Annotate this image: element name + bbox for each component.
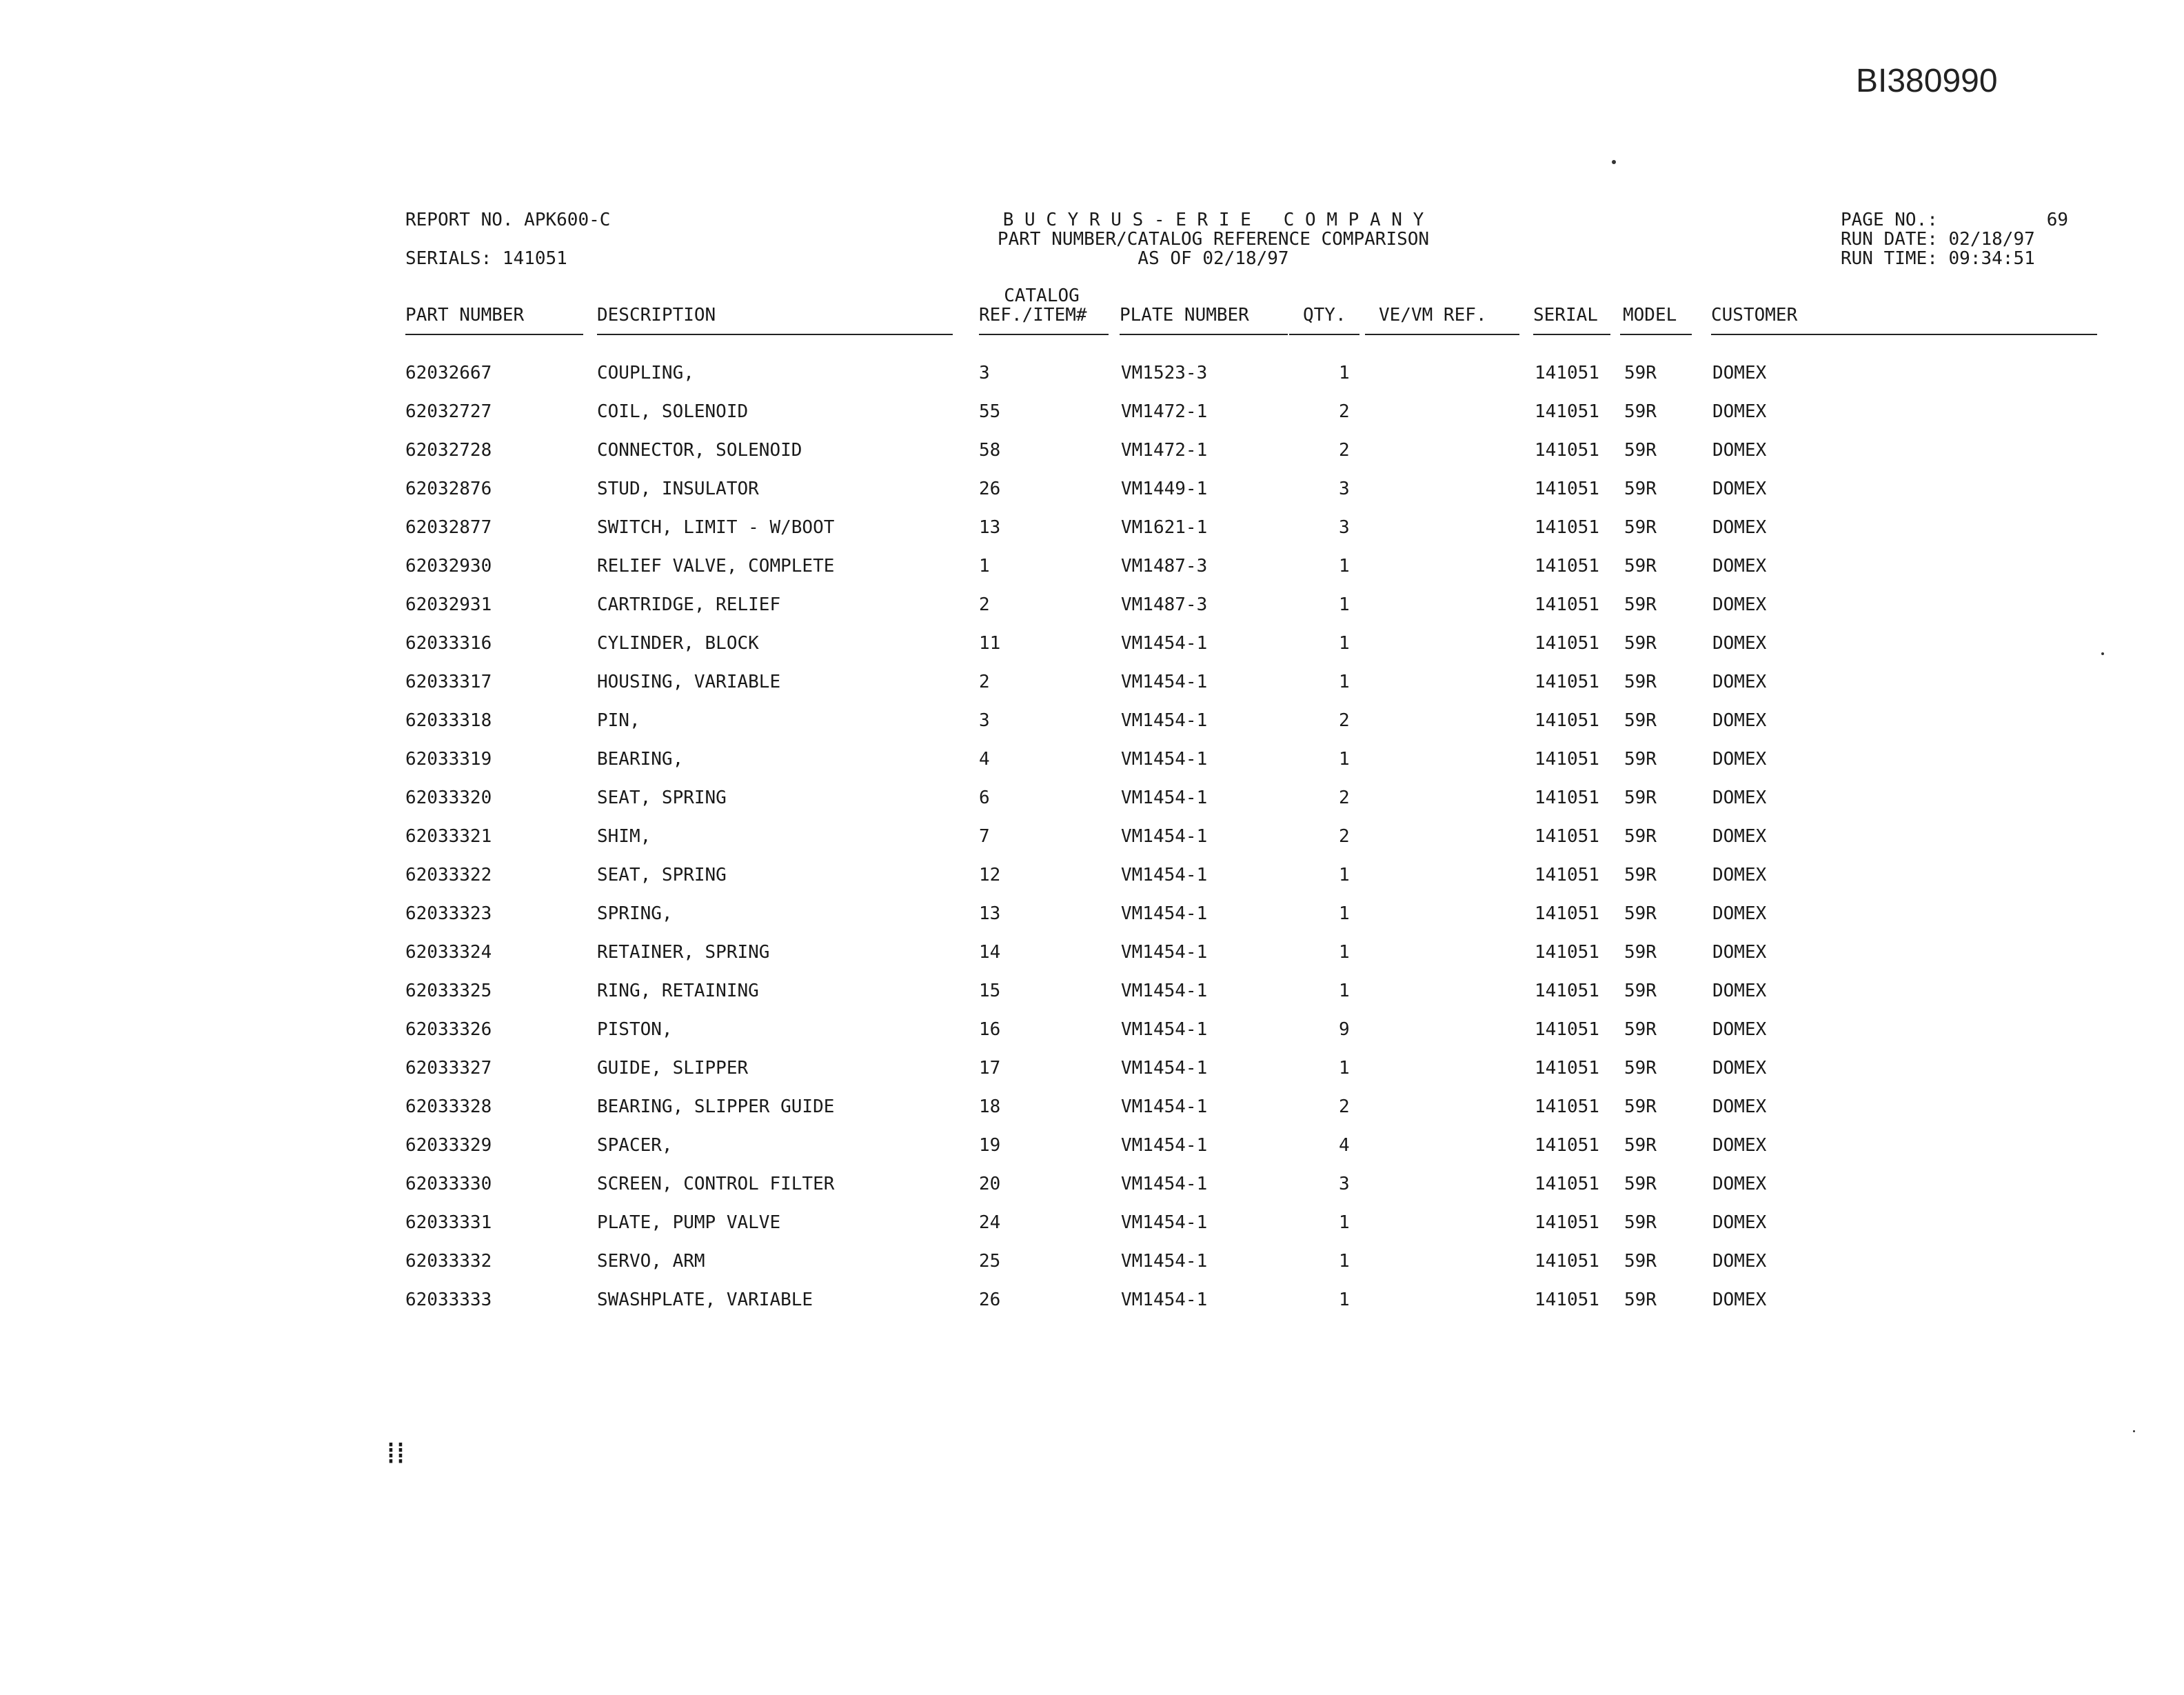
cell-qty: 2 [1339,710,1350,731]
cell-customer: DOMEX [1712,1058,1767,1079]
cell-part-number: 62033327 [405,1058,492,1079]
table-row [0,826,2184,865]
scan-speck [2133,1430,2135,1432]
cell-catalog-ref: 26 [979,1290,1001,1310]
cell-serial: 141051 [1535,788,1599,808]
cell-plate-number: VM1454-1 [1121,788,1208,808]
table-row [0,710,2184,749]
cell-part-number: 62033326 [405,1019,492,1040]
table-row [0,1290,2184,1328]
cell-customer: DOMEX [1712,479,1767,499]
table-row [0,1174,2184,1212]
cell-catalog-ref: 11 [979,633,1001,654]
rule-customer [1711,334,2097,335]
cell-customer: DOMEX [1712,981,1767,1001]
cell-plate-number: VM1454-1 [1121,672,1208,692]
cell-description: RELIEF VALVE, COMPLETE [597,556,835,576]
cell-qty: 1 [1339,556,1350,576]
cell-plate-number: VM1454-1 [1121,865,1208,885]
cell-qty: 2 [1339,440,1350,461]
cell-qty: 1 [1339,363,1350,383]
cell-customer: DOMEX [1712,865,1767,885]
table-row [0,479,2184,517]
cell-description: COIL, SOLENOID [597,401,749,422]
table-row [0,556,2184,594]
cell-part-number: 62033333 [405,1290,492,1310]
cell-description: COUPLING, [597,363,694,383]
cell-part-number: 62033331 [405,1212,492,1233]
cell-customer: DOMEX [1712,942,1767,963]
table-row [0,594,2184,633]
cell-customer: DOMEX [1712,1251,1767,1272]
cell-part-number: 62032876 [405,479,492,499]
col-header-description: DESCRIPTION [597,305,716,325]
cell-serial: 141051 [1535,1096,1599,1117]
cell-part-number: 62032931 [405,594,492,615]
col-header-customer: CUSTOMER [1711,305,1798,325]
page-number-label: PAGE NO.: [1841,210,1938,230]
table-row [0,788,2184,826]
run-time: RUN TIME: 09:34:51 [1841,248,2035,269]
cell-plate-number: VM1454-1 [1121,1290,1208,1310]
cell-serial: 141051 [1535,401,1599,422]
cell-serial: 141051 [1535,942,1599,963]
cell-catalog-ref: 13 [979,903,1001,924]
cell-catalog-ref: 25 [979,1251,1001,1272]
cell-serial: 141051 [1535,1251,1599,1272]
table-row [0,1096,2184,1135]
cell-catalog-ref: 16 [979,1019,1001,1040]
cell-part-number: 62033328 [405,1096,492,1117]
cell-part-number: 62033329 [405,1135,492,1156]
cell-customer: DOMEX [1712,710,1767,731]
cell-plate-number: VM1487-3 [1121,556,1208,576]
cell-plate-number: VM1454-1 [1121,1174,1208,1194]
table-row [0,865,2184,903]
cell-description: SEAT, SPRING [597,865,727,885]
cell-qty: 3 [1339,517,1350,538]
cell-catalog-ref: 26 [979,479,1001,499]
cell-customer: DOMEX [1712,594,1767,615]
cell-serial: 141051 [1535,672,1599,692]
cell-qty: 1 [1339,942,1350,963]
col-header-ve-vm-ref: VE/VM REF. [1379,305,1487,325]
cell-part-number: 62033316 [405,633,492,654]
cell-description: PIN, [597,710,640,731]
cell-catalog-ref: 7 [979,826,990,847]
cell-plate-number: VM1454-1 [1121,1058,1208,1079]
page-number-value: 69 [2046,210,2068,230]
report-serials: SERIALS: 141051 [405,248,567,269]
table-row [0,942,2184,981]
cell-part-number: 62033318 [405,710,492,731]
cell-plate-number: VM1523-3 [1121,363,1208,383]
table-row [0,633,2184,672]
cell-catalog-ref: 6 [979,788,990,808]
cell-part-number: 62033324 [405,942,492,963]
cell-serial: 141051 [1535,517,1599,538]
cell-customer: DOMEX [1712,903,1767,924]
cell-catalog-ref: 2 [979,672,990,692]
cell-description: CARTRIDGE, RELIEF [597,594,781,615]
margin-mark: ⁞⁞ [386,1436,405,1471]
cell-customer: DOMEX [1712,633,1767,654]
cell-plate-number: VM1449-1 [1121,479,1208,499]
cell-catalog-ref: 12 [979,865,1001,885]
cell-description: SPACER, [597,1135,673,1156]
cell-serial: 141051 [1535,479,1599,499]
cell-serial: 141051 [1535,440,1599,461]
table-row [0,1212,2184,1251]
table-row [0,1058,2184,1096]
cell-qty: 2 [1339,401,1350,422]
col-header-plate-number: PLATE NUMBER [1120,305,1249,325]
cell-model: 59R [1624,594,1657,615]
cell-part-number: 62032877 [405,517,492,538]
cell-model: 59R [1624,1290,1657,1310]
cell-model: 59R [1624,981,1657,1001]
cell-plate-number: VM1454-1 [1121,942,1208,963]
cell-plate-number: VM1454-1 [1121,826,1208,847]
cell-qty: 1 [1339,865,1350,885]
cell-qty: 1 [1339,1058,1350,1079]
col-header-model: MODEL [1623,305,1677,325]
cell-part-number: 62033325 [405,981,492,1001]
cell-customer: DOMEX [1712,1019,1767,1040]
cell-serial: 141051 [1535,633,1599,654]
cell-part-number: 62032728 [405,440,492,461]
table-row [0,363,2184,401]
cell-description: PISTON, [597,1019,673,1040]
cell-model: 59R [1624,826,1657,847]
cell-model: 59R [1624,401,1657,422]
cell-serial: 141051 [1535,1058,1599,1079]
cell-plate-number: VM1454-1 [1121,1251,1208,1272]
col-header-part-number: PART NUMBER [405,305,525,325]
cell-description: SWITCH, LIMIT - W/BOOT [597,517,835,538]
cell-description: SHIM, [597,826,651,847]
cell-qty: 2 [1339,1096,1350,1117]
scan-speck [1612,160,1616,164]
table-row [0,401,2184,440]
cell-qty: 3 [1339,479,1350,499]
cell-qty: 2 [1339,826,1350,847]
rule-serial [1533,334,1610,335]
cell-part-number: 62033332 [405,1251,492,1272]
cell-qty: 9 [1339,1019,1350,1040]
cell-catalog-ref: 58 [979,440,1001,461]
rule-description [597,334,953,335]
cell-qty: 1 [1339,981,1350,1001]
cell-description: SWASHPLATE, VARIABLE [597,1290,813,1310]
cell-customer: DOMEX [1712,672,1767,692]
cell-serial: 141051 [1535,903,1599,924]
cell-description: HOUSING, VARIABLE [597,672,781,692]
cell-serial: 141051 [1535,363,1599,383]
cell-plate-number: VM1487-3 [1121,594,1208,615]
cell-description: BEARING, [597,749,684,770]
cell-catalog-ref: 19 [979,1135,1001,1156]
cell-part-number: 62033317 [405,672,492,692]
table-row [0,903,2184,942]
cell-part-number: 62032930 [405,556,492,576]
report-subtitle: PART NUMBER/CATALOG REFERENCE COMPARISON [997,229,1430,250]
cell-description: STUD, INSULATOR [597,479,759,499]
cell-description: SEAT, SPRING [597,788,727,808]
cell-model: 59R [1624,672,1657,692]
report-as-of: AS OF 02/18/97 [1138,248,1289,269]
cell-part-number: 62033320 [405,788,492,808]
cell-model: 59R [1624,1174,1657,1194]
cell-customer: DOMEX [1712,440,1767,461]
cell-customer: DOMEX [1712,556,1767,576]
cell-description: CYLINDER, BLOCK [597,633,759,654]
cell-model: 59R [1624,517,1657,538]
cell-model: 59R [1624,1058,1657,1079]
cell-model: 59R [1624,1212,1657,1233]
cell-catalog-ref: 3 [979,710,990,731]
cell-description: GUIDE, SLIPPER [597,1058,749,1079]
cell-qty: 1 [1339,1212,1350,1233]
cell-plate-number: VM1454-1 [1121,1019,1208,1040]
cell-serial: 141051 [1535,1212,1599,1233]
cell-part-number: 62033321 [405,826,492,847]
cell-part-number: 62033322 [405,865,492,885]
cell-model: 59R [1624,556,1657,576]
cell-qty: 1 [1339,672,1350,692]
cell-catalog-ref: 20 [979,1174,1001,1194]
cell-plate-number: VM1472-1 [1121,440,1208,461]
cell-customer: DOMEX [1712,1212,1767,1233]
cell-model: 59R [1624,865,1657,885]
run-date: RUN DATE: 02/18/97 [1841,229,2035,250]
cell-model: 59R [1624,1019,1657,1040]
rule-model [1620,334,1692,335]
cell-serial: 141051 [1535,594,1599,615]
cell-model: 59R [1624,1096,1657,1117]
col-header-ref-item: REF./ITEM# [979,305,1087,325]
cell-qty: 3 [1339,1174,1350,1194]
cell-customer: DOMEX [1712,517,1767,538]
cell-catalog-ref: 55 [979,401,1001,422]
cell-part-number: 62032667 [405,363,492,383]
cell-plate-number: VM1454-1 [1121,633,1208,654]
cell-serial: 141051 [1535,749,1599,770]
cell-description: PLATE, PUMP VALVE [597,1212,781,1233]
cell-catalog-ref: 17 [979,1058,1001,1079]
cell-customer: DOMEX [1712,749,1767,770]
cell-serial: 141051 [1535,981,1599,1001]
cell-catalog-ref: 24 [979,1212,1001,1233]
cell-description: CONNECTOR, SOLENOID [597,440,802,461]
cell-model: 59R [1624,479,1657,499]
table-row [0,672,2184,710]
cell-catalog-ref: 2 [979,594,990,615]
cell-customer: DOMEX [1712,1135,1767,1156]
cell-catalog-ref: 15 [979,981,1001,1001]
cell-catalog-ref: 3 [979,363,990,383]
cell-qty: 1 [1339,633,1350,654]
cell-plate-number: VM1454-1 [1121,981,1208,1001]
cell-model: 59R [1624,633,1657,654]
cell-customer: DOMEX [1712,1096,1767,1117]
rule-plate-number [1120,334,1288,335]
cell-customer: DOMEX [1712,363,1767,383]
cell-description: SPRING, [597,903,673,924]
cell-model: 59R [1624,363,1657,383]
table-row [0,1251,2184,1290]
cell-model: 59R [1624,710,1657,731]
cell-model: 59R [1624,942,1657,963]
cell-plate-number: VM1454-1 [1121,903,1208,924]
cell-qty: 1 [1339,1290,1350,1310]
cell-model: 59R [1624,788,1657,808]
cell-serial: 141051 [1535,1135,1599,1156]
table-row [0,440,2184,479]
cell-plate-number: VM1472-1 [1121,401,1208,422]
cell-description: RETAINER, SPRING [597,942,770,963]
cell-catalog-ref: 4 [979,749,990,770]
cell-customer: DOMEX [1712,788,1767,808]
cell-description: SERVO, ARM [597,1251,705,1272]
rule-catalog [979,334,1109,335]
cell-plate-number: VM1454-1 [1121,1212,1208,1233]
cell-plate-number: VM1621-1 [1121,517,1208,538]
cell-catalog-ref: 1 [979,556,990,576]
table-row [0,981,2184,1019]
cell-qty: 4 [1339,1135,1350,1156]
cell-catalog-ref: 13 [979,517,1001,538]
cell-catalog-ref: 14 [979,942,1001,963]
cell-qty: 1 [1339,749,1350,770]
cell-serial: 141051 [1535,710,1599,731]
rule-part-number [405,334,583,335]
cell-model: 59R [1624,749,1657,770]
cell-serial: 141051 [1535,1019,1599,1040]
cell-part-number: 62033319 [405,749,492,770]
cell-serial: 141051 [1535,826,1599,847]
cell-model: 59R [1624,903,1657,924]
cell-model: 59R [1624,440,1657,461]
cell-description: BEARING, SLIPPER GUIDE [597,1096,835,1117]
cell-serial: 141051 [1535,865,1599,885]
table-row [0,749,2184,788]
cell-qty: 1 [1339,903,1350,924]
scan-speck [2101,652,2104,655]
cell-part-number: 62033323 [405,903,492,924]
table-row [0,1019,2184,1058]
cell-serial: 141051 [1535,1174,1599,1194]
document-id: BI380990 [1856,63,1998,99]
cell-qty: 1 [1339,594,1350,615]
cell-customer: DOMEX [1712,1174,1767,1194]
cell-qty: 2 [1339,788,1350,808]
cell-description: SCREEN, CONTROL FILTER [597,1174,835,1194]
report-number: REPORT NO. APK600-C [405,210,611,230]
cell-part-number: 62033330 [405,1174,492,1194]
table-row [0,1135,2184,1174]
col-header-qty: QTY. [1303,305,1346,325]
cell-description: RING, RETAINING [597,981,759,1001]
cell-serial: 141051 [1535,1290,1599,1310]
cell-model: 59R [1624,1251,1657,1272]
cell-customer: DOMEX [1712,1290,1767,1310]
cell-plate-number: VM1454-1 [1121,749,1208,770]
cell-plate-number: VM1454-1 [1121,710,1208,731]
rule-qty [1289,334,1359,335]
cell-serial: 141051 [1535,556,1599,576]
cell-catalog-ref: 18 [979,1096,1001,1117]
cell-model: 59R [1624,1135,1657,1156]
cell-qty: 1 [1339,1251,1350,1272]
cell-part-number: 62032727 [405,401,492,422]
col-header-serial: SERIAL [1533,305,1598,325]
rule-ve-vm-ref [1365,334,1519,335]
col-header-catalog: CATALOG [1004,285,1080,306]
cell-customer: DOMEX [1712,826,1767,847]
table-row [0,517,2184,556]
cell-customer: DOMEX [1712,401,1767,422]
cell-plate-number: VM1454-1 [1121,1135,1208,1156]
company-name: B U C Y R U S - E R I E C O M P A N Y [1002,210,1424,230]
cell-plate-number: VM1454-1 [1121,1096,1208,1117]
